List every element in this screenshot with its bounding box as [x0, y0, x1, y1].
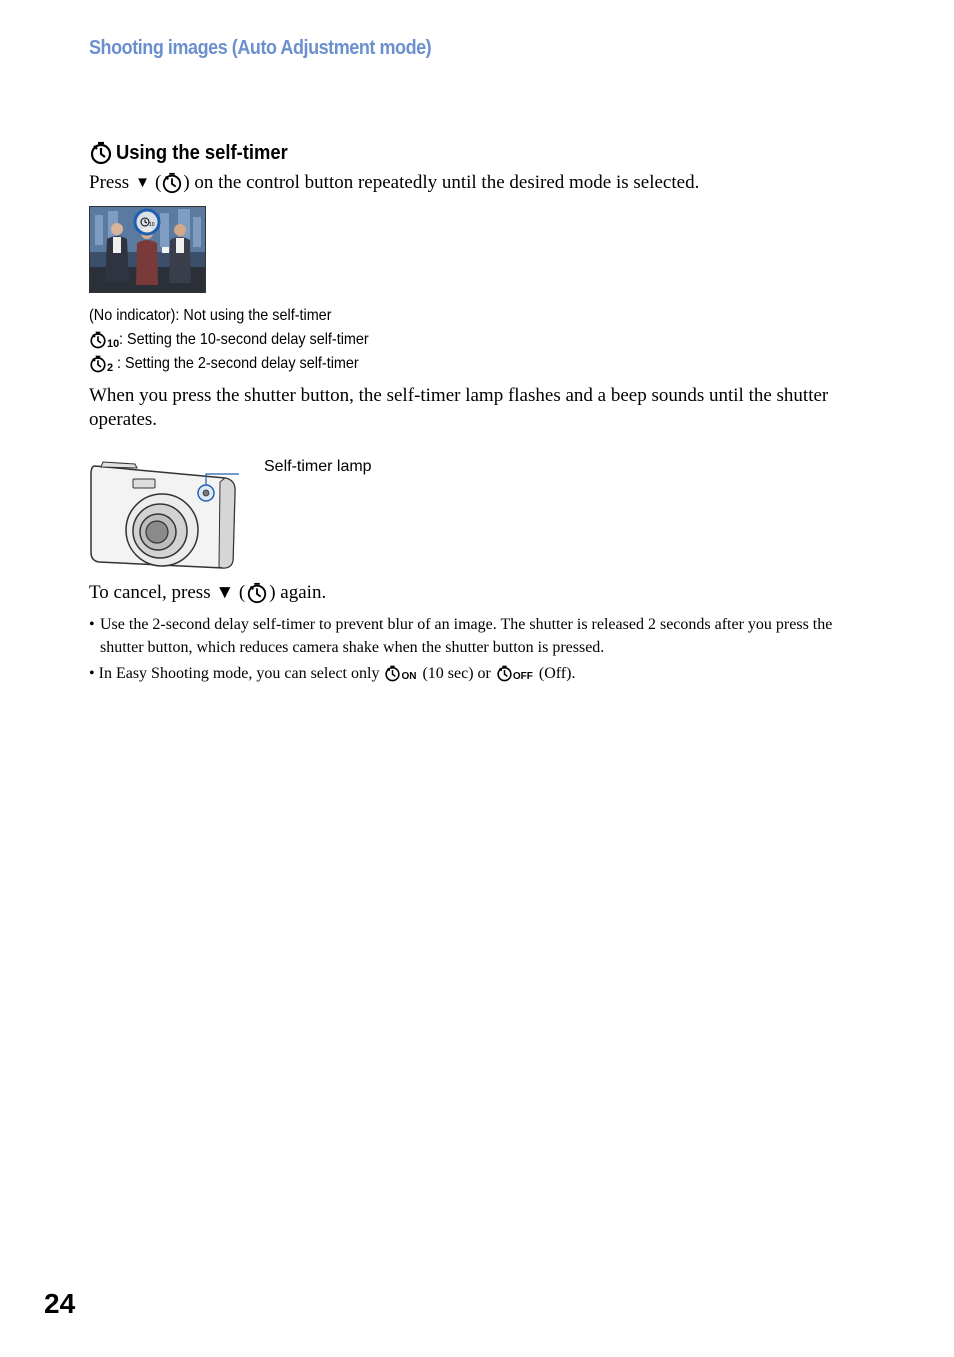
- running-head: Shooting images (Auto Adjustment mode): [89, 37, 432, 59]
- icon-sub: 10: [107, 338, 120, 350]
- self-timer-icon: [161, 172, 183, 194]
- self-timer-on-icon: [384, 665, 416, 682]
- note-item: [89, 613, 879, 659]
- press-instruction-rest: ) on the control button repeatedly until the desired mode is selected.: [183, 172, 700, 193]
- bullet: •: [89, 616, 95, 633]
- icon-sub: OFF: [512, 671, 533, 682]
- down-arrow: ▼: [135, 174, 150, 191]
- press-word: Press: [89, 172, 130, 193]
- page-number: 24: [44, 1288, 76, 1319]
- self-timer-2-icon: [89, 355, 113, 373]
- section-title: Using the self-timer: [116, 141, 288, 164]
- indicator-sub: 10: [149, 222, 155, 228]
- mode-2s-label: : Setting the 2-second delay self-timer: [117, 355, 359, 372]
- mode-none-label: (No indicator): Not using the self-timer: [89, 307, 332, 324]
- bullet: •: [89, 665, 95, 682]
- cancel-instruction: [89, 582, 326, 604]
- note-text-middle: (10 sec) or: [422, 665, 491, 682]
- mode-none: [89, 304, 397, 328]
- open-paren: (: [154, 172, 162, 193]
- self-timer-10-icon: [89, 331, 119, 349]
- cancel-prefix: To cancel, press ▼ (: [89, 582, 246, 603]
- description-paragraph: When you press the shutter button, the self-timer lamp flashes and a beep sounds until the shutter operates.: [89, 385, 829, 430]
- section-heading: [89, 140, 303, 166]
- note-text: Use the 2-second delay self-timer to prevent blur of an image. The shutter is released 2 seconds after you press the shutter button, which reduces camera shake when the shutter button is pressed.: [100, 616, 833, 656]
- self-timer-icon: [89, 141, 113, 165]
- mode-10s: [89, 328, 397, 352]
- icon-sub: ON: [401, 671, 417, 682]
- self-timer-off-icon: [496, 665, 533, 682]
- camera-illustration: [89, 458, 239, 573]
- note-text-prefix: In Easy Shooting mode, you can select only: [98, 665, 380, 682]
- mode-list: [89, 304, 397, 376]
- press-instruction: [89, 172, 699, 194]
- note-item: [89, 662, 879, 685]
- self-timer-lamp-label: Self-timer lamp: [264, 458, 372, 475]
- self-timer-icon: [246, 582, 268, 604]
- lcd-screen-image: [89, 206, 206, 293]
- icon-sub: 2: [107, 362, 114, 374]
- note-text-suffix: (Off).: [538, 665, 576, 682]
- cancel-suffix: ) again.: [269, 582, 327, 603]
- mode-2s: [89, 352, 397, 376]
- notes-list: [89, 613, 879, 688]
- mode-10s-label: : Setting the 10-second delay self-timer: [119, 331, 369, 348]
